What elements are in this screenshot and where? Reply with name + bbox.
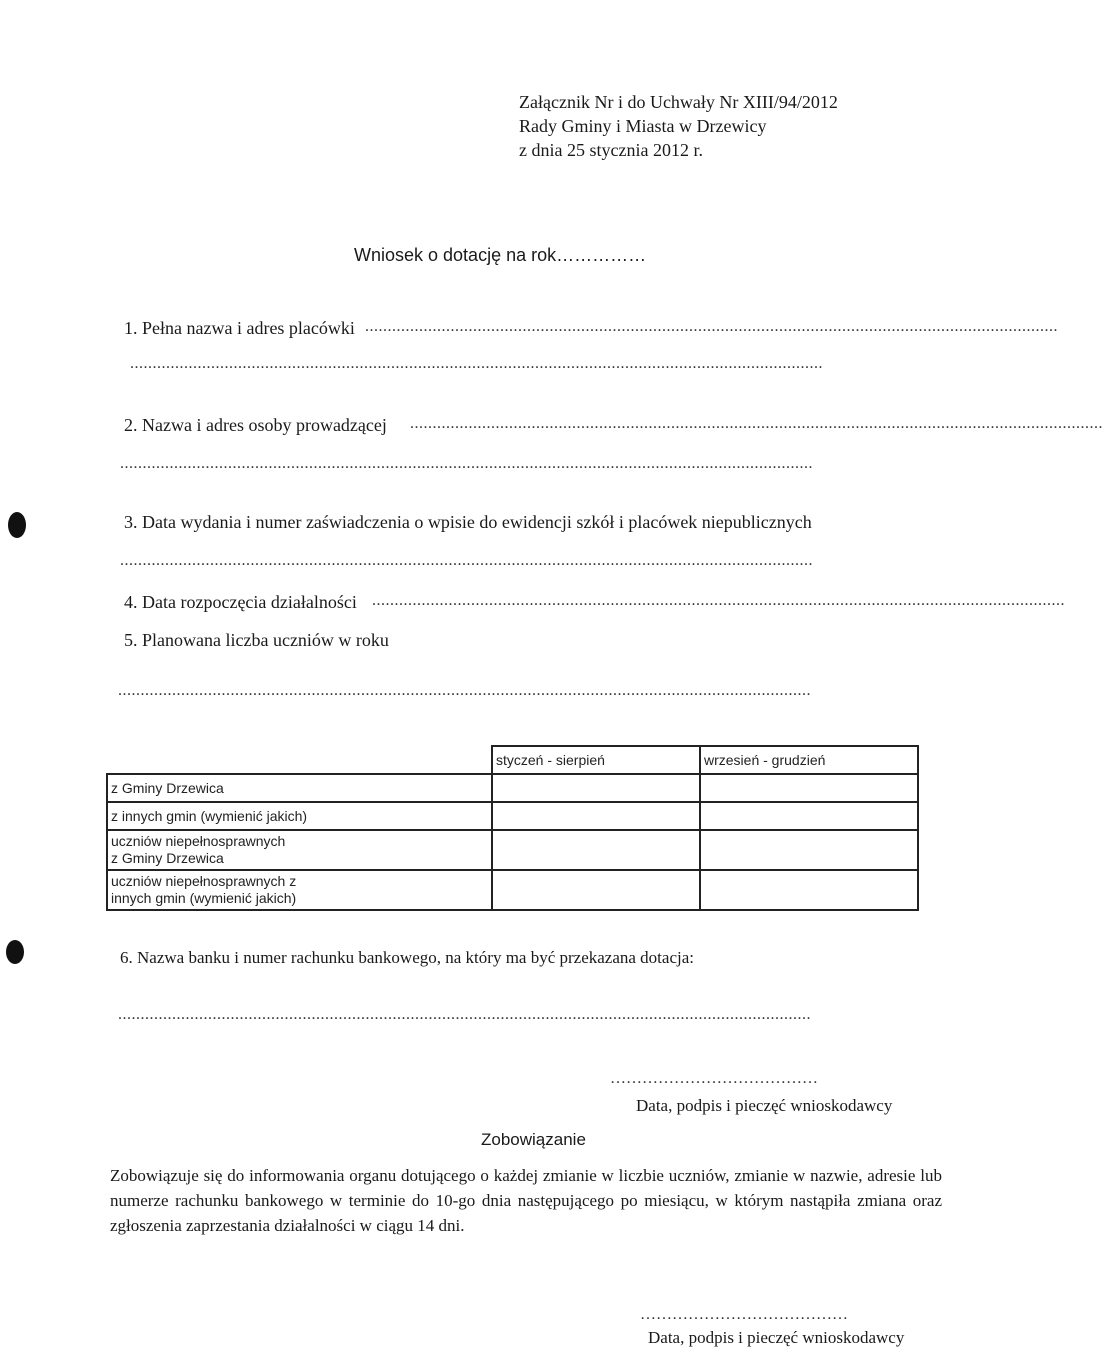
item-2-fill-line[interactable]: .......................................................................................................................................................... — [410, 415, 1103, 432]
cell-sep-dec[interactable] — [700, 870, 918, 910]
cell-jan-aug[interactable] — [492, 870, 700, 910]
item-1-fill-line[interactable]: .......................................................................................................................................................... — [365, 318, 1058, 335]
item-5-label: 5. Planowana liczba uczniów w roku — [124, 630, 389, 650]
table-row — [107, 830, 918, 870]
cell-jan-aug[interactable] — [492, 802, 700, 830]
row-label-line-2: z Gminy Drzewica — [111, 850, 224, 866]
punch-hole-mark — [6, 940, 24, 964]
item-1-fill-line-2[interactable]: .......................................................................................................................................................... — [130, 355, 823, 372]
item-2-fill-line-2[interactable]: .......................................................................................................................................................... — [120, 455, 813, 472]
cell-jan-aug[interactable] — [492, 830, 700, 870]
signature-label-2: Data, podpis i pieczęć wnioskodawcy — [648, 1328, 905, 1347]
row-label-line-1: uczniów niepełnosprawnych z — [111, 873, 297, 889]
item-3-label: 3. Data wydania i numer zaświadczenia o wpisie do ewidencji szkół i placówek niepublicznych — [124, 512, 812, 532]
attachment-line-3: z dnia 25 stycznia 2012 r. — [519, 140, 703, 160]
row-label — [107, 830, 492, 870]
form-title: Wniosek o dotację na rok…………… — [354, 245, 647, 265]
table-row — [107, 774, 918, 802]
item-3-fill-line[interactable]: .......................................................................................................................................................... — [120, 552, 813, 569]
row-label-line-1: uczniów niepełnosprawnych — [111, 833, 286, 849]
signature-line-2[interactable]: ………………………………… — [640, 1306, 848, 1323]
item-4-label: 4. Data rozpoczęcia działalności — [124, 592, 357, 612]
signature-line[interactable]: ………………………………… — [610, 1070, 818, 1087]
commitment-heading: Zobowiązanie — [481, 1130, 586, 1149]
cell-jan-aug[interactable] — [492, 774, 700, 802]
item-6-fill-line[interactable]: .......................................................................................................................................................... — [118, 1006, 811, 1023]
table-row — [107, 870, 918, 910]
item-6-label: 6. Nazwa banku i numer rachunku bankowego, na który ma być przekazana dotacja: — [120, 948, 694, 967]
attachment-line-2: Rady Gminy i Miasta w Drzewicy — [519, 116, 767, 136]
table-corner — [107, 746, 492, 774]
table-row — [107, 802, 918, 830]
item-1-label: 1. Pełna nazwa i adres placówki — [124, 318, 355, 338]
col-header-sep-dec: wrzesień - grudzień — [700, 746, 918, 774]
row-label: z innych gmin (wymienić jakich) — [107, 802, 492, 830]
punch-hole-mark — [8, 512, 26, 538]
item-5-fill-line[interactable]: .......................................................................................................................................................... — [118, 682, 811, 699]
students-table — [106, 745, 919, 911]
row-label: z Gminy Drzewica — [107, 774, 492, 802]
item-2-label: 2. Nazwa i adres osoby prowadzącej — [124, 415, 387, 435]
cell-sep-dec[interactable] — [700, 774, 918, 802]
row-label — [107, 870, 492, 910]
commitment-text: Zobowiązuje się do informowania organu dotującego o każdej zmianie w liczbie uczniów, zmianie w nazwie, adresie lub numerze rachunku bankowego w terminie do 10-go dnia następującego po miesiącu, w którym nastąpiła zmiana oraz zgłoszenia zaprzestania działalności w ciągu 14 dni. — [110, 1166, 942, 1235]
signature-label: Data, podpis i pieczęć wnioskodawcy — [636, 1096, 893, 1115]
cell-sep-dec[interactable] — [700, 830, 918, 870]
row-label-line-2: innych gmin (wymienić jakich) — [111, 890, 297, 906]
item-4-fill-line[interactable]: .......................................................................................................................................................... — [372, 592, 1065, 609]
attachment-line-1: Załącznik Nr i do Uchwały Nr XIII/94/2012 — [519, 92, 838, 112]
cell-sep-dec[interactable] — [700, 802, 918, 830]
col-header-jan-aug: styczeń - sierpień — [492, 746, 700, 774]
